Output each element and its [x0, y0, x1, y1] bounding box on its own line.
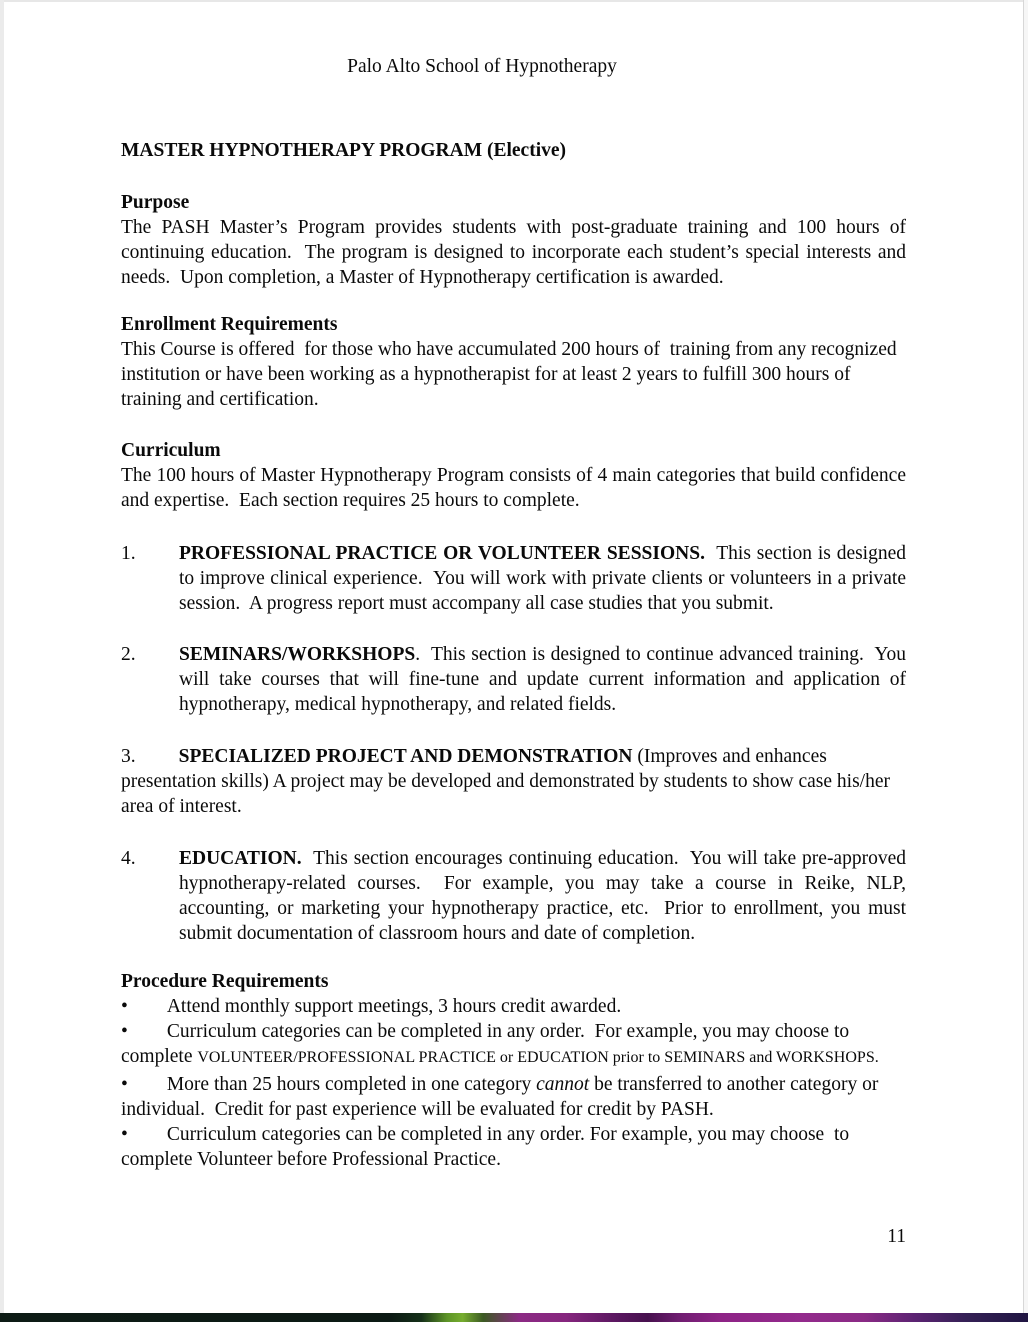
item-body	[179, 541, 911, 616]
numbered-item-2	[121, 642, 911, 717]
item-text: . This section is designed to continue advanced training. You will take courses that will fine-tune and update current information and application of hypnotherapy, medical hypnotherapy, and related fields.	[179, 644, 911, 715]
bullet-text-uppercase-run: VOLUNTEER/PROFESSIONAL PRACTICE or EDUCATION prior to SEMINARS and WORKSHOPS.	[197, 1049, 879, 1066]
bullet-glyph: •	[121, 1124, 128, 1145]
bullet-item-4	[121, 1122, 906, 1172]
bullet-item-1	[121, 994, 906, 1019]
bullet-text: be transferred to another category or individual. Credit for past experience will be evaluated for credit by PASH.	[121, 1074, 884, 1120]
bullet-glyph: •	[121, 1021, 128, 1042]
section-heading-procedure: Procedure Requirements	[121, 971, 329, 992]
item-lead: SPECIALIZED PROJECT AND DEMONSTRATION	[178, 746, 633, 767]
bullet-glyph: •	[121, 1074, 128, 1095]
bullet-item-2	[121, 1019, 906, 1070]
paragraph-curriculum: The 100 hours of Master Hypnotherapy Program consists of 4 main categories that build confidence and expertise. Each section requires 25 hours to complete.	[121, 465, 911, 511]
page-number: 11	[887, 1226, 906, 1247]
section-heading-purpose: Purpose	[121, 192, 190, 213]
bullet-text-italic: cannot	[536, 1074, 590, 1095]
section-heading-enrollment: Enrollment Requirements	[121, 314, 338, 335]
item-number: 3.	[121, 746, 136, 767]
item-lead: PROFESSIONAL PRACTICE OR VOLUNTEER SESSIONS.	[179, 543, 705, 564]
bullet-text: More than 25 hours completed in one category	[166, 1074, 537, 1095]
item-text: This section is designed to improve clinical experience. You will work with private clients or volunteers in a private session. A progress report must accompany all case studies that you submit.	[179, 543, 911, 614]
item-body	[179, 642, 911, 717]
item-number: 4.	[121, 848, 136, 869]
item-number: 2.	[121, 644, 136, 665]
doc-title: MASTER HYPNOTHERAPY PROGRAM (Elective)	[121, 140, 567, 161]
running-header: Palo Alto School of Hypnotherapy	[347, 56, 617, 77]
numbered-item-3	[121, 744, 906, 819]
numbered-item-1	[121, 541, 911, 616]
paragraph-purpose: The PASH Master’s Program provides students with post-graduate training and 100 hours of continuing education. The program is designed to incorporate each student’s special interests and needs. Upon completion, a Master of Hypnotherapy certification is awarded.	[121, 217, 911, 288]
paragraph-enrollment: This Course is offered for those who have accumulated 200 hours of training from any recognized institution or have been working as a hypnotherapist for at least 2 years to fulfill 300 hours of training and certification.	[121, 339, 902, 410]
section-heading-curriculum: Curriculum	[121, 440, 221, 461]
item-lead: SEMINARS/WORKSHOPS	[179, 644, 416, 665]
item-body	[179, 846, 911, 946]
item-text: (Improves and enhances presentation skills) A project may be developed and demonstrated by students to show case his/her area of interest.	[121, 746, 895, 817]
bullet-text: Curriculum categories can be completed in any order. For example, you may choose to complete Volunteer before Professional Practice.	[121, 1124, 854, 1170]
numbered-item-4	[121, 846, 911, 946]
page-right-edge	[1023, 0, 1028, 1313]
page-left-edge	[0, 0, 4, 1313]
item-text: This section encourages continuing education. You will take pre-approved hypnotherapy-related courses. For example, you may take a course in Reike, NLP, accounting, or marketing your hypnotherapy practice, etc. Prior to enrollment, you must submit documentation of classroom hours and date of completion.	[179, 848, 911, 944]
item-number: 1.	[121, 543, 136, 564]
desktop-wallpaper-strip	[0, 1313, 1028, 1322]
document-content	[121, 0, 911, 1172]
bullet-glyph: •	[121, 996, 128, 1017]
item-lead: EDUCATION.	[179, 848, 302, 869]
bullet-text: Attend monthly support meetings, 3 hours credit awarded.	[166, 996, 622, 1017]
bullet-item-3	[121, 1072, 906, 1122]
bullet-text: Curriculum categories can be completed in any order. For example, you may choose to complete	[121, 1021, 854, 1067]
